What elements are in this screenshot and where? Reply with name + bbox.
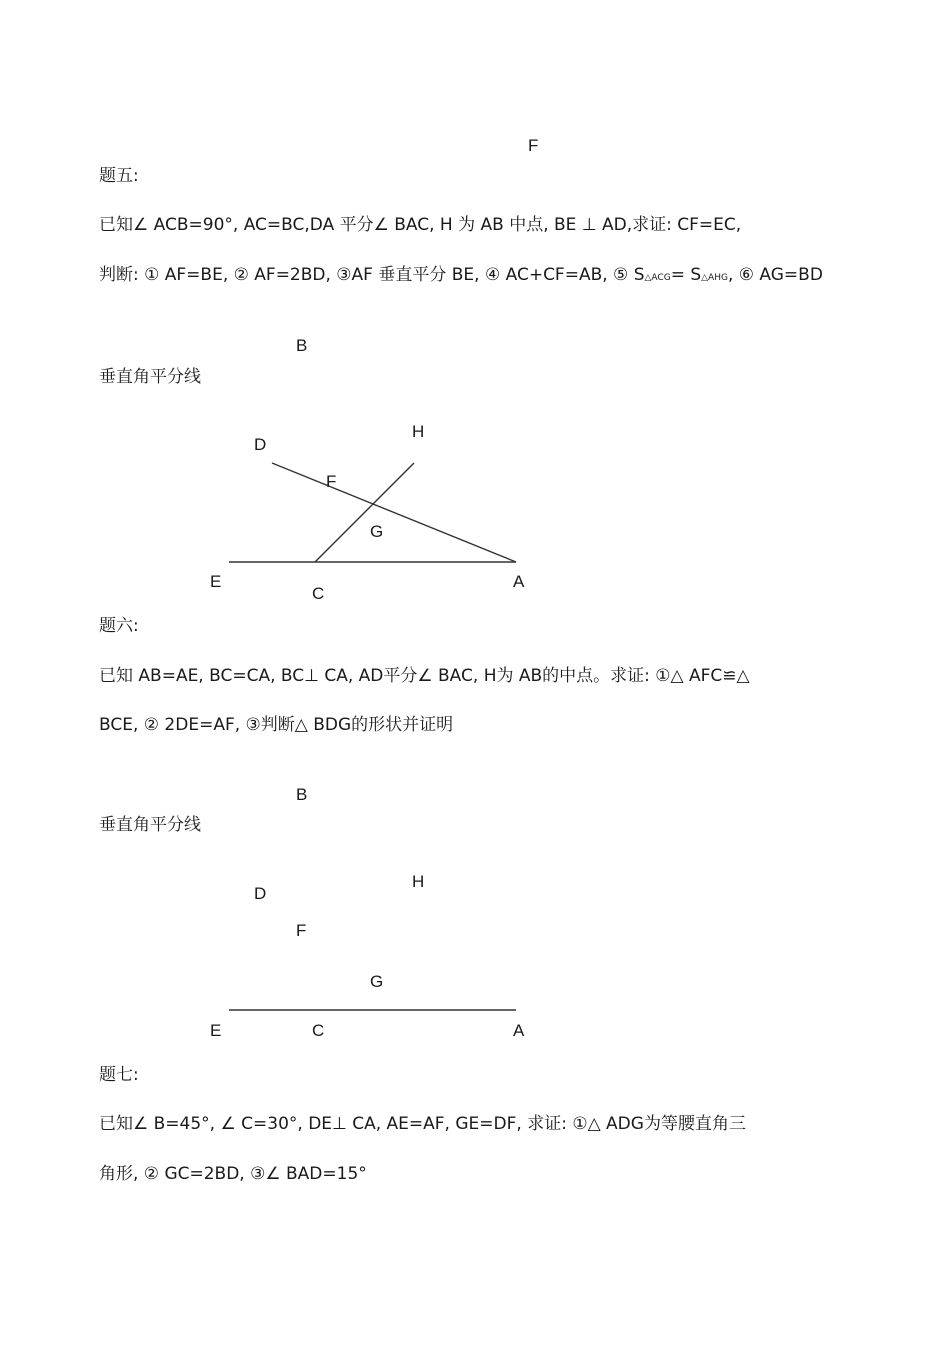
- problem6-point-g: G: [370, 972, 384, 991]
- problem6-title: 题六:: [99, 616, 139, 636]
- area-equals: =: [670, 265, 691, 285]
- problem6-caption: 垂直角平分线: [99, 815, 201, 835]
- area-symbol-2: S: [690, 265, 702, 285]
- problem5-point-f: F: [326, 472, 337, 491]
- problem5-caption: 垂直角平分线: [99, 367, 201, 387]
- area-subscript-1: △ACG: [644, 273, 671, 283]
- stray-label-f: F: [528, 136, 539, 155]
- problem5-point-h: H: [412, 422, 425, 441]
- problem5-point-g: G: [370, 522, 384, 541]
- problem6-point-c: C: [312, 1021, 325, 1040]
- problem6-statement-1: 已知 AB=AE, BC=CA, BC⊥ CA, AD平分∠ BAC, H为 AB的中点。求证: ①△ AFC≌△: [99, 666, 750, 686]
- area-symbol-1: S: [633, 265, 645, 285]
- problem6-statement-2: BCE, ② 2DE=AF, ③判断△ BDG的形状并证明: [99, 715, 454, 735]
- problem6-point-d: D: [254, 884, 267, 903]
- area-subscript-2: △AHG: [701, 273, 728, 283]
- problem5-point-d: D: [254, 435, 267, 454]
- problem6-point-a: A: [513, 1021, 525, 1040]
- problem5-point-e: E: [210, 572, 222, 591]
- problem6-point-f: F: [296, 921, 307, 940]
- problem7-statement-1: 已知∠ B=45°, ∠ C=30°, DE⊥ CA, AE=AF, GE=DF, 求证: ①△ ADG为等腰直角三: [99, 1114, 746, 1134]
- problem5-judgement-post: , ⑥ AG=BD: [727, 265, 823, 285]
- problem5-point-c: C: [312, 584, 325, 603]
- problem7-title: 题七:: [99, 1065, 139, 1085]
- problem6-point-e: E: [210, 1021, 222, 1040]
- problem7-statement-2: 角形, ② GC=2BD, ③∠ BAD=15°: [99, 1164, 367, 1184]
- problem5-point-a: A: [513, 572, 525, 591]
- problem5-statement: 已知∠ ACB=90°, AC=BC,DA 平分∠ BAC, H 为 AB 中点, BE ⊥ AD,求证: CF=EC,: [99, 215, 742, 235]
- problem5-label-b: B: [296, 336, 308, 355]
- problem6-label-b: B: [296, 785, 308, 804]
- problem5-title: 题五:: [99, 166, 139, 186]
- problem6-point-h: H: [412, 872, 425, 891]
- problem5-judgement-pre: 判断: ① AF=BE, ② AF=2BD, ③AF 垂直平分 BE, ④ AC+CF=AB, ⑤: [99, 265, 634, 285]
